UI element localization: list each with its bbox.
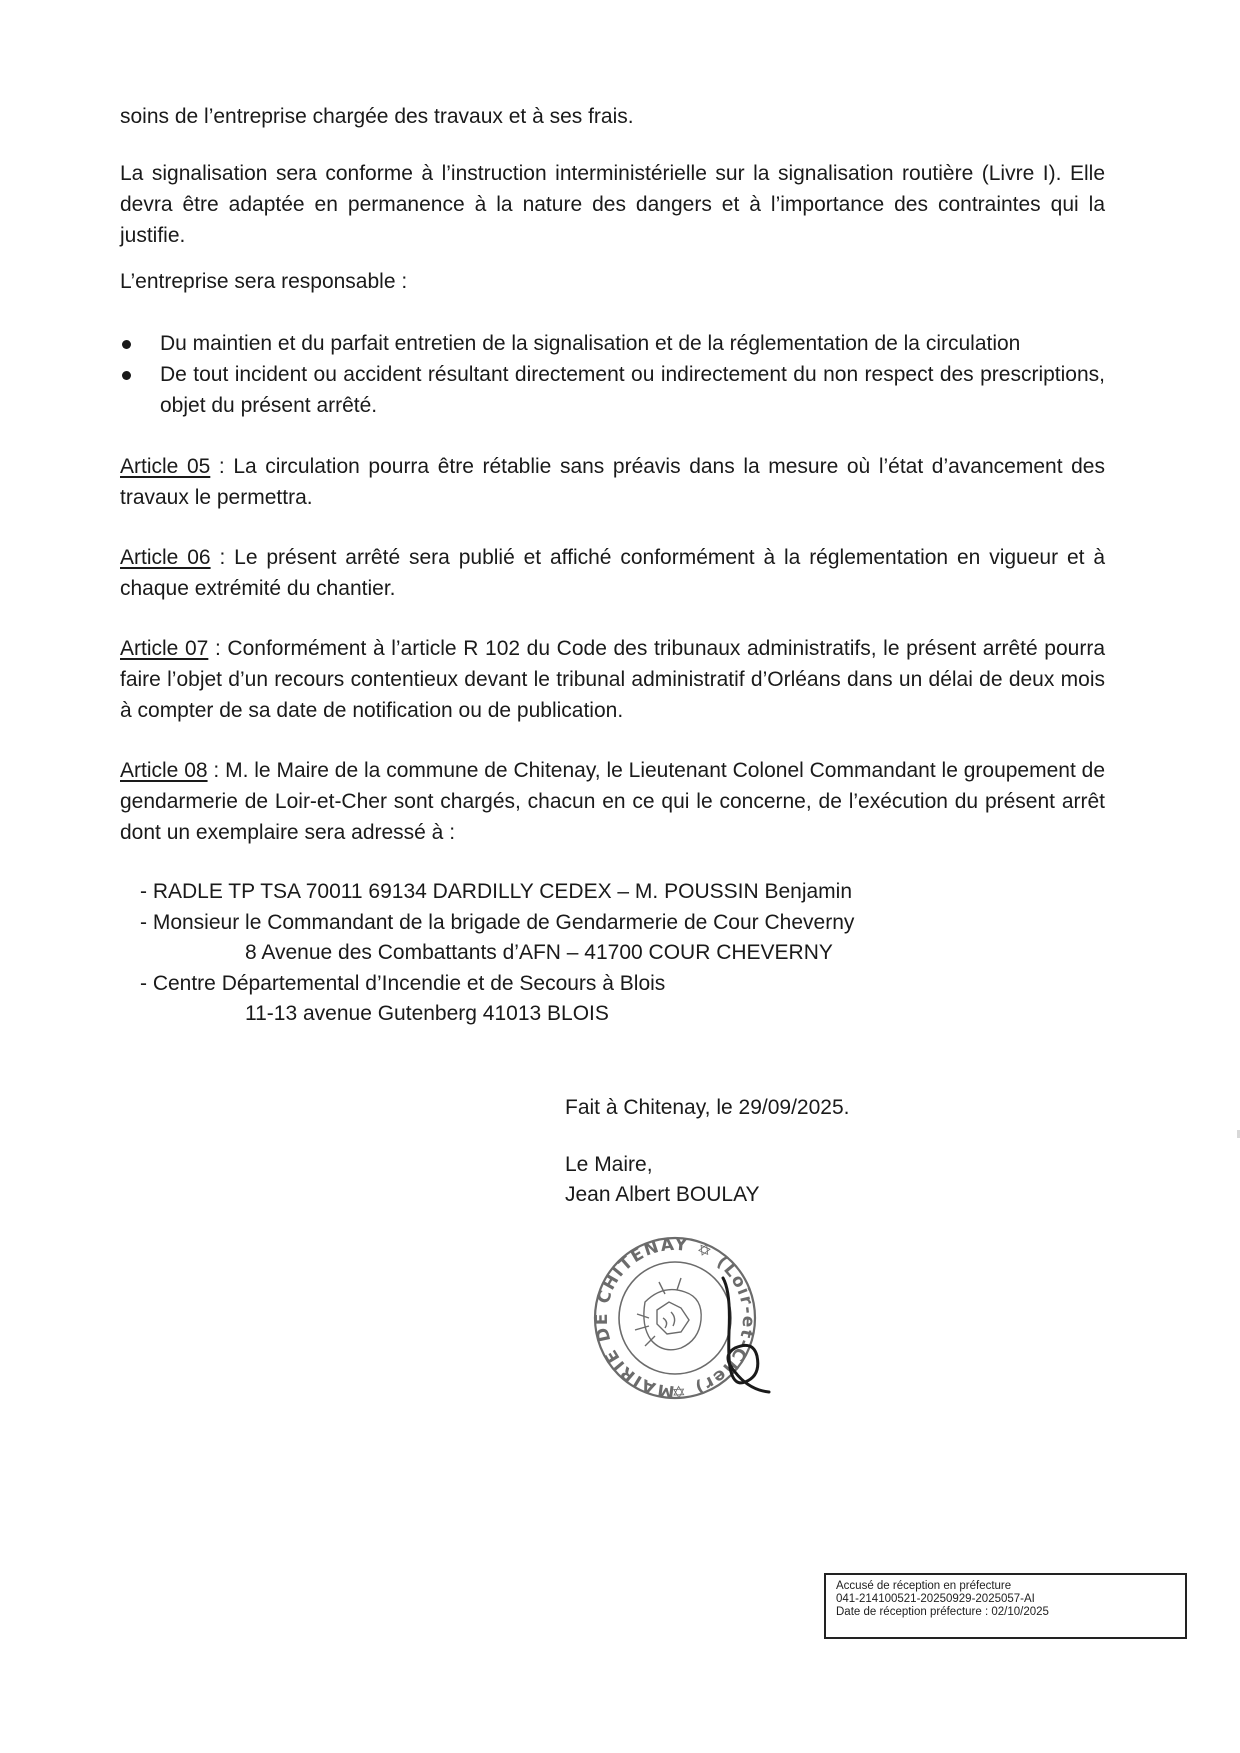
bullet-icon — [122, 371, 131, 380]
list-item-text: De tout incident ou accident résultant directement ou indirectement du non respect des prescriptions, objet du présent arrêté. — [160, 363, 1105, 417]
receipt-line: Date de réception préfecture : 02/10/2025 — [836, 1606, 1049, 1618]
article-label: Article 06 — [120, 546, 211, 569]
article-text: : M. le Maire de la commune de Chitenay, le Lieutenant Colonel Commandant le groupement de gendarmerie de Loir-et-Cher sont chargés, chacun en ce qui le concerne, de l’exécution du présent arrêt dont un exemplaire sera adressé à : — [120, 759, 1106, 844]
list-item-text: Du maintien et du parfait entretien de la signalisation et de la réglementation de la circulation — [160, 332, 1021, 355]
recipients-list — [140, 877, 1040, 1030]
list-item — [120, 328, 1105, 359]
article-text: : Conformément à l’article R 102 du Code des tribunaux administratifs, le présent arrêté pourra faire l’objet d’un recours contentieux devant le tribunal administratif d’Orléans dans un délai de deux mois à compter de sa date de notification ou de publication. — [120, 637, 1105, 722]
signatory-name: Jean Albert BOULAY — [565, 1183, 760, 1206]
article-06 — [120, 542, 1105, 604]
list-item — [120, 359, 1105, 421]
continuation-paragraph: soins de l’entreprise chargée des travaux et à ses frais. — [120, 105, 634, 128]
article-label: Article 07 — [120, 637, 209, 660]
article-label: Article 08 — [120, 759, 208, 782]
recipient-line: - Monsieur le Commandant de la brigade de Gendarmerie de Cour Cheverny — [140, 910, 855, 934]
article-label: Article 05 — [120, 455, 211, 478]
receipt-line: 041-214100521-20250929-2025057-AI — [836, 1593, 1035, 1605]
signalisation-paragraph: La signalisation sera conforme à l’instruction interministérielle sur la signalisation routière (Livre I). Elle devra être adaptée en permanence à la nature des dangers et à l’importance des contraintes qui la justifie. — [120, 162, 1105, 247]
recipient-line: - Centre Départemental d’Incendie et de Secours à Blois — [140, 971, 666, 995]
article-08 — [120, 755, 1105, 848]
place-date: Fait à Chitenay, le 29/09/2025. — [565, 1096, 850, 1119]
mairie-seal-stamp — [585, 1222, 795, 1402]
seal-text: MAIRIE DE CHITENAY ✡ (Loir-et-Cher) ✡ — [591, 1234, 759, 1402]
article-text: : Le présent arrêté sera publié et affiché conformément à la réglementation en vigueur et à chaque extrémité du chantier. — [120, 546, 1105, 600]
responsibility-list — [120, 328, 1105, 421]
receipt-line: Accusé de réception en préfecture — [836, 1580, 1012, 1592]
seal-emblem — [635, 1278, 701, 1350]
signoff-block — [565, 1093, 849, 1210]
bullet-icon — [122, 340, 131, 349]
article-05 — [120, 451, 1105, 513]
signatory-role: Le Maire, — [565, 1153, 653, 1176]
seal-stamp-icon — [592, 1235, 769, 1402]
recipient-address: 8 Avenue des Combattants d’AFN – 41700 COUR CHEVERNY — [245, 941, 833, 964]
recipient-line: - RADLE TP TSA 70011 69134 DARDILLY CEDEX – M. POUSSIN Benjamin — [140, 880, 853, 903]
article-text: : La circulation pourra être rétablie sans préavis dans la mesure où l’état d’avancement des travaux le permettra. — [120, 455, 1105, 509]
responsable-heading: L’entreprise sera responsable : — [120, 270, 408, 293]
article-07 — [120, 633, 1105, 726]
recipient-address: 11-13 avenue Gutenberg 41013 BLOIS — [245, 1002, 609, 1025]
prefecture-receipt-box — [824, 1573, 1187, 1639]
